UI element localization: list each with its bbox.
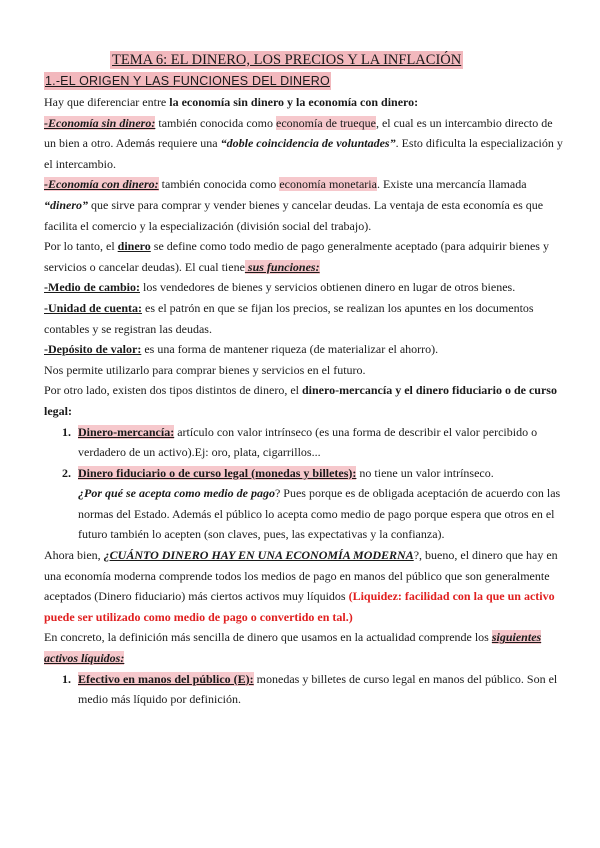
text: artículo con valor intrínseco (es una forma de describir el valor percibido o verdadero de un activo).Ej: oro, plata, cigarrillos... (78, 424, 538, 460)
term: -Unidad de cuenta: (44, 300, 143, 315)
text: Ahora bien, (44, 548, 104, 563)
text: , el cual es un intercambio directo de un bien a otro. Además requiere una (44, 115, 553, 151)
paragraph (44, 277, 564, 298)
highlight: sus funciones: (244, 259, 320, 274)
paragraph (44, 236, 564, 277)
text: monedas y billetes de curso legal en manos del público. Son el medio más líquido por definición. (78, 671, 558, 707)
text: es una forma de mantener riqueza (de materializar el ahorro). (141, 342, 439, 357)
paragraph (44, 380, 564, 421)
list-number: 1. (62, 424, 71, 439)
paragraph (44, 113, 564, 175)
bold-term: dinero (117, 239, 151, 254)
question: ¿Por qué se acepta como medio de pago (78, 486, 275, 501)
money-types-list (44, 422, 564, 546)
list-number: 2. (62, 465, 71, 480)
text: Por lo tanto, el (44, 239, 118, 254)
term: Dinero-mercancía: (78, 424, 175, 439)
paragraph (44, 339, 564, 360)
paragraph (44, 92, 564, 113)
text: es el patrón en que se fijan los precios, se realizan los apuntes en los documentos contables y se registran las deudas. (44, 300, 534, 336)
bold-italic-text: “doble coincidencia de voluntades” (220, 136, 396, 151)
term: Efectivo en manos del público (E): (78, 671, 254, 686)
paragraph (44, 545, 564, 627)
term: -Economía sin dinero: (44, 115, 156, 130)
red-definition: (Liquidez: facilidad con la que un activo puede ser utilizado como medio de pago o convertido en tal.) (44, 589, 555, 624)
bold-text: dinero-mercancía y el dinero fiduciario o de curso legal: (44, 383, 557, 418)
document-body (44, 92, 564, 710)
term: -Economía con dinero: (44, 177, 159, 192)
text: ? Pues porque es de obligada aceptación de acuerdo con las normas del Estado. Además el público lo acepta como medio de pago porque espera que otros en el futuro también lo acepten (son claves, pues, las expectativas y la confianza). (78, 486, 561, 542)
liquid-assets-list (44, 669, 564, 710)
highlight: economía de trueque (276, 115, 376, 130)
list-item (44, 463, 564, 545)
text: que sirve para comprar y vender bienes y cancelar deudas. La ventaja de esta economía es que facilita el comercio y la especialización (división social del trabajo). (44, 197, 544, 233)
page-title: TEMA 6: EL DINERO, LOS PRECIOS Y LA INFLACIÓN (112, 52, 462, 68)
bold-italic-text: “dinero” (44, 197, 89, 212)
text: se define como todo medio de pago generalmente aceptado (para adquirir bienes y servicios o cancelar deudas). El cual tiene (44, 239, 549, 274)
text: también conocida como (155, 115, 276, 130)
paragraph: Nos permite utilizarlo para comprar bienes y servicios en el futuro. (44, 362, 366, 377)
text: los vendedores de bienes y servicios obtienen dinero en lugar de otros bienes. (139, 280, 516, 295)
text: . Existe una mercancía llamada (376, 177, 527, 192)
text: En concreto, la definición más sencilla de dinero que usamos en la actualidad comprende los (44, 630, 492, 645)
list-number: 1. (62, 671, 71, 686)
list-item (44, 422, 564, 463)
text: Hay que diferenciar entre (44, 95, 170, 109)
text: Por otro lado, existen dos tipos distintos de dinero, el (44, 383, 302, 398)
paragraph (44, 174, 564, 236)
text: . Esto dificulta la especialización y el intercambio. (44, 136, 563, 171)
text: ?, bueno, el dinero que hay en una economía moderna comprende todos los medios de pago en manos del público que son generalmente aceptados (Dinero fiduciario) más ciertos activos muy líquidos (44, 548, 558, 604)
paragraph (44, 298, 564, 339)
term: Dinero fiduciario o de curso legal (monedas y billetes): (78, 465, 357, 480)
section-heading: 1.-EL ORIGEN Y LAS FUNCIONES DEL DINERO (45, 74, 330, 88)
paragraph (44, 627, 564, 668)
term: -Depósito de valor: (44, 342, 142, 357)
question: ¿CUÁNTO DINERO HAY EN UNA ECONOMÍA MODERNA (103, 548, 414, 563)
term: -Medio de cambio: (44, 280, 140, 295)
list-item (44, 669, 564, 710)
highlight: siguientes activos líquidos: (44, 630, 542, 666)
bold-text: la economía sin dinero y la economía con dinero: (169, 95, 419, 109)
highlight: economía monetaria (279, 177, 377, 192)
text: no tiene un valor intrínseco. (356, 465, 494, 480)
text: también conocida como (158, 177, 280, 192)
